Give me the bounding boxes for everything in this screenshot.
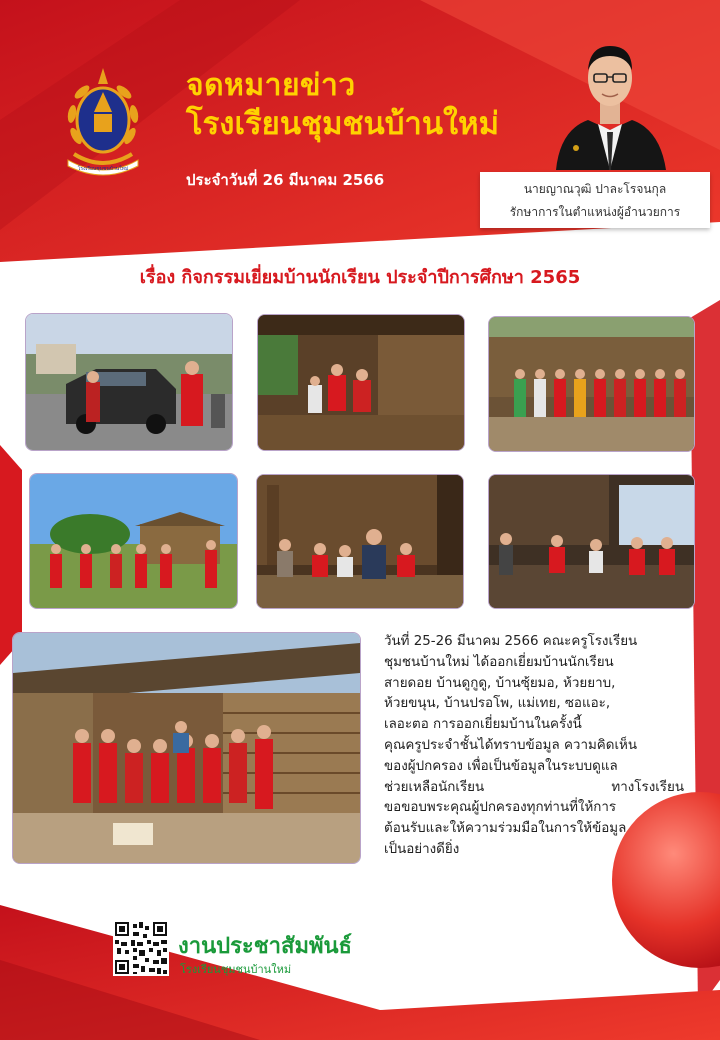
article-body xyxy=(384,632,684,861)
qr-code[interactable] xyxy=(113,920,169,976)
svg-text:โรงเรียนชุมชนบ้านใหม่: โรงเรียนชุมชนบ้านใหม่ xyxy=(77,166,129,172)
school-logo xyxy=(60,62,146,180)
photo-group-at-house-large xyxy=(12,632,361,864)
photo-house-visit-2 xyxy=(488,474,695,609)
photo-house-visit-1 xyxy=(257,314,465,451)
body-line: เป็นอย่างดียิ่ง xyxy=(384,841,460,857)
newsletter-title: จดหมายข่าว xyxy=(186,68,356,103)
body-line: สายดอย บ้านดูกูดู, บ้านซุ้ยมอ, ห้วยยาบ, xyxy=(384,675,616,691)
issue-date: ประจำวันที่ 26 มีนาคม 2566 xyxy=(186,171,385,189)
photo-pickup-truck xyxy=(25,313,233,451)
subject-heading: เรื่อง กิจกรรมเยี่ยมบ้านนักเรียน ประจำปีการศึกษา 2565 xyxy=(139,267,581,288)
body-line: ห้วยขนุน, บ้านปรอโพ, แม่เทย, ซอแอะ, xyxy=(384,696,611,712)
body-line: ของผู้ปกครอง เพื่อเป็นข้อมูลในระบบดูแล xyxy=(384,758,618,774)
pr-department-title: งานประชาสัมพันธ์ xyxy=(178,934,352,959)
photo-group-by-house xyxy=(488,316,695,452)
director-portrait xyxy=(548,20,672,170)
school-name-title: โรงเรียนชุมชนบ้านใหม่ xyxy=(186,106,500,142)
director-name-box xyxy=(480,172,710,228)
director-name: นายญาณวุฒิ ปาละโรจนกุล xyxy=(523,182,667,196)
photo-family-indoor xyxy=(256,474,464,609)
body-line: ขอขอบพระคุณผู้ปกครองทุกท่านที่ให้การ xyxy=(384,800,617,816)
body-line: วันที่ 25-26 มีนาคม 2566 คณะครูโรงเรียน xyxy=(384,634,638,649)
pr-school-name: โรงเรียนชุมชนบ้านใหม่ xyxy=(180,963,292,976)
photo-group-field xyxy=(29,473,238,609)
body-line: ต้อนรับและให้ความร่วมมือในการให้ข้อมูล xyxy=(384,821,627,837)
body-line: เลอะตอ การออกเยี่ยมบ้านในครั้งนี้ xyxy=(384,717,582,733)
body-line: คุณครูประจำชั้นได้ทราบข้อมูล ความคิดเห็น xyxy=(384,737,638,753)
director-position: รักษาการในตำแหน่งผู้อำนวยการ xyxy=(509,205,681,219)
body-line: ช่วยเหลือนักเรียน ทางโรงเรียน xyxy=(384,779,684,795)
body-line: ชุมชนบ้านใหม่ ได้ออกเยี่ยมบ้านนักเรียน xyxy=(384,654,614,670)
